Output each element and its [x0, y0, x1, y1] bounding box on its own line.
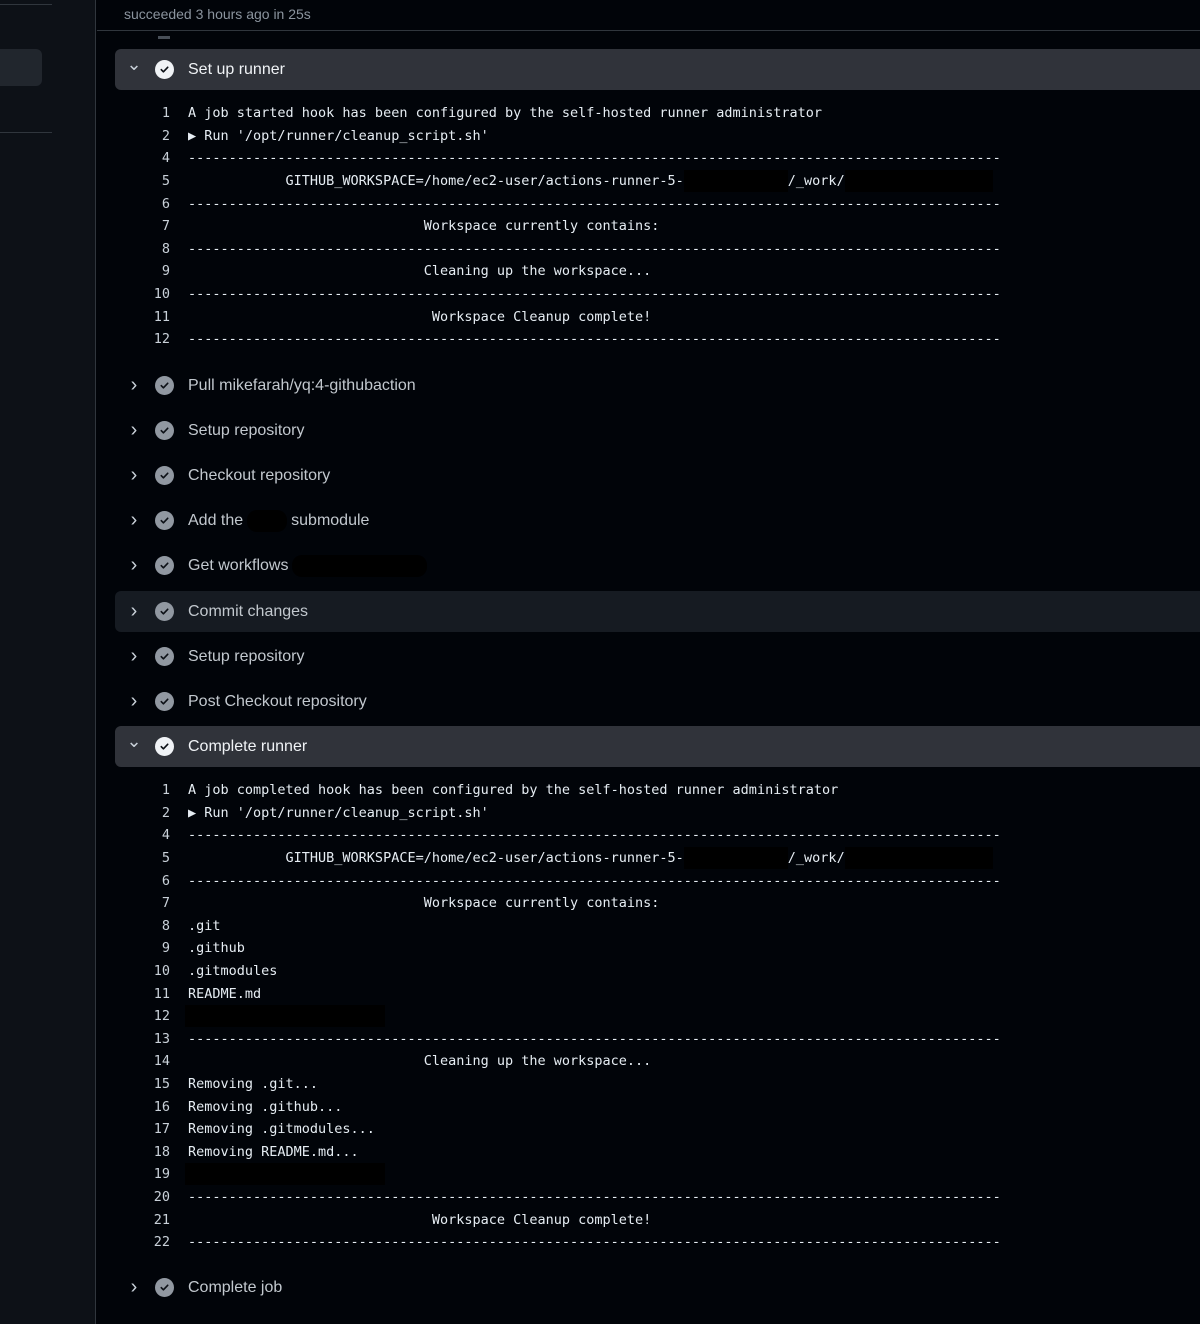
line-number[interactable]: 7: [161, 218, 170, 235]
line-number[interactable]: 6: [161, 195, 170, 212]
step-label: Post Checkout repository: [188, 692, 367, 710]
log-line: [140, 869, 1001, 892]
line-text: ▶ Run '/opt/runner/cleanup_script.sh': [188, 804, 489, 821]
redacted-block: [292, 555, 427, 577]
line-text: Removing .gitmodules...: [188, 1121, 375, 1138]
previous-step-stub: [158, 36, 170, 39]
redacted-block: [185, 1163, 385, 1185]
line-number[interactable]: 11: [153, 985, 170, 1002]
job-status-text: succeeded 3 hours ago in 25s: [124, 6, 311, 22]
step-label: Commit changes: [188, 602, 309, 620]
line-number[interactable]: 16: [153, 1098, 170, 1115]
chevron-right-icon[interactable]: ›: [130, 374, 138, 396]
line-number[interactable]: 7: [161, 895, 170, 912]
check-circle-icon: [155, 647, 174, 666]
check-circle-icon: [155, 511, 174, 530]
line-number[interactable]: 15: [153, 1076, 170, 1093]
log-line: [140, 847, 1001, 870]
job-header: [97, 0, 1200, 31]
chevron-down-icon[interactable]: ⌄: [126, 731, 142, 751]
sidebar: [0, 0, 96, 1324]
line-text: Workspace Cleanup complete!: [188, 1211, 652, 1228]
chevron-right-icon[interactable]: ›: [130, 554, 138, 576]
chevron-right-icon[interactable]: ›: [130, 645, 138, 667]
line-number[interactable]: 10: [153, 286, 170, 303]
chevron-right-icon[interactable]: ›: [130, 464, 138, 486]
log-line: [140, 102, 1001, 125]
chevron-down-icon[interactable]: ⌄: [126, 54, 142, 74]
check-circle-icon: [155, 60, 174, 79]
log-output: [140, 102, 1001, 351]
line-number[interactable]: 17: [153, 1121, 170, 1138]
step-row[interactable]: [115, 410, 1200, 451]
redacted-block: [684, 847, 788, 869]
step-row[interactable]: [115, 545, 1200, 586]
step-row[interactable]: [115, 365, 1200, 406]
check-circle-icon: [155, 556, 174, 575]
line-text: A job started hook has been configured by the self-hosted runner administrator: [188, 105, 822, 122]
step-label-suffix: submodule: [291, 511, 370, 529]
redacted-block: [185, 1005, 385, 1027]
redacted-block: [845, 847, 993, 869]
chevron-right-icon[interactable]: ›: [130, 419, 138, 441]
step-row[interactable]: [115, 1267, 1200, 1308]
log-line: [140, 192, 1001, 215]
step-label: Complete runner: [188, 737, 308, 755]
line-text: ----------------------------------------------------------------------------------------------------: [188, 331, 1001, 348]
line-number[interactable]: 1: [161, 782, 170, 799]
chevron-right-icon[interactable]: ›: [130, 600, 138, 622]
step-row[interactable]: [115, 49, 1200, 90]
line-text: ----------------------------------------------------------------------------------------------------: [188, 1234, 1001, 1251]
log-line: [140, 937, 1001, 960]
log-line: [140, 892, 1001, 915]
line-text: .git: [188, 917, 221, 934]
line-text: Removing .github...: [188, 1098, 343, 1115]
line-text-suffix: /_work/: [787, 173, 845, 190]
line-number[interactable]: 5: [161, 850, 170, 867]
line-text-suffix: /_work/: [787, 850, 845, 867]
redacted-block: [247, 510, 287, 532]
step-label: Checkout repository: [188, 466, 331, 484]
log-line: [140, 1186, 1001, 1209]
step-label: Complete job: [188, 1278, 283, 1296]
log-line: [140, 305, 1001, 328]
line-text: README.md: [188, 985, 262, 1002]
line-number[interactable]: 22: [153, 1234, 170, 1251]
line-text: GITHUB_WORKSPACE=/home/ec2-user/actions-runner-5-: [188, 850, 684, 867]
step-row[interactable]: [115, 455, 1200, 496]
line-text: ----------------------------------------------------------------------------------------------------: [188, 1188, 1001, 1205]
log-line: [140, 215, 1001, 238]
chevron-right-icon[interactable]: ›: [130, 509, 138, 531]
line-text: ▶ Run '/opt/runner/cleanup_script.sh': [188, 127, 489, 144]
chevron-right-icon[interactable]: ›: [130, 1276, 138, 1298]
check-circle-icon: [155, 737, 174, 756]
step-label: Get workflows: [188, 556, 289, 574]
line-number[interactable]: 9: [161, 940, 170, 957]
check-circle-icon: [155, 692, 174, 711]
line-number[interactable]: 2: [161, 804, 170, 821]
log-line: [140, 1208, 1001, 1231]
line-text: ----------------------------------------------------------------------------------------------------: [188, 872, 1001, 889]
line-text: ----------------------------------------------------------------------------------------------------: [188, 195, 1001, 212]
line-number[interactable]: 14: [153, 1053, 170, 1070]
step-row[interactable]: [115, 636, 1200, 677]
log-line: [140, 960, 1001, 983]
line-text: ----------------------------------------------------------------------------------------------------: [188, 1030, 1001, 1047]
step-label: Set up runner: [188, 60, 285, 78]
line-text: Workspace Cleanup complete!: [188, 308, 652, 325]
check-circle-icon: [155, 376, 174, 395]
line-number[interactable]: 20: [153, 1188, 170, 1205]
log-output: [140, 779, 1001, 1253]
divider: [0, 4, 52, 5]
line-number[interactable]: 6: [161, 872, 170, 889]
log-line: [140, 328, 1001, 351]
line-text: ----------------------------------------------------------------------------------------------------: [188, 150, 1001, 167]
log-line: [140, 1141, 1001, 1164]
line-text: Cleaning up the workspace...: [188, 1053, 652, 1070]
line-number[interactable]: 1: [161, 105, 170, 122]
log-line: [140, 283, 1001, 306]
line-number[interactable]: 10: [153, 963, 170, 980]
line-number[interactable]: 4: [161, 827, 170, 844]
line-text: A job completed hook has been configured by the self-hosted runner administrator: [188, 782, 839, 799]
sidebar-selected-item[interactable]: [0, 49, 42, 86]
step-row[interactable]: [115, 500, 1200, 541]
line-number[interactable]: 2: [161, 127, 170, 144]
line-number[interactable]: 12: [153, 331, 170, 348]
log-line: [140, 1028, 1001, 1051]
log-line: [140, 147, 1001, 170]
check-circle-icon: [155, 466, 174, 485]
step-label: Setup repository: [188, 421, 305, 439]
log-line: [140, 238, 1001, 261]
line-number[interactable]: 18: [153, 1143, 170, 1160]
line-number[interactable]: 19: [153, 1166, 170, 1183]
step-label: Setup repository: [188, 647, 305, 665]
log-line: [140, 802, 1001, 825]
log-line: [140, 1118, 1001, 1141]
line-text: ----------------------------------------------------------------------------------------------------: [188, 286, 1001, 303]
line-text: ----------------------------------------------------------------------------------------------------: [188, 827, 1001, 844]
line-text: .github: [188, 940, 245, 957]
log-line: [140, 824, 1001, 847]
line-text: Removing .git...: [188, 1076, 319, 1093]
line-text: ----------------------------------------------------------------------------------------------------: [188, 240, 1001, 257]
line-number[interactable]: 4: [161, 150, 170, 167]
line-number[interactable]: 12: [153, 1008, 170, 1025]
check-circle-icon: [155, 602, 174, 621]
redacted-block: [684, 170, 788, 192]
log-line: [140, 260, 1001, 283]
line-number[interactable]: 5: [161, 173, 170, 190]
log-line: [140, 170, 1001, 193]
line-text: GITHUB_WORKSPACE=/home/ec2-user/actions-runner-5-: [188, 173, 684, 190]
line-number[interactable]: 11: [153, 308, 170, 325]
log-line: [140, 125, 1001, 148]
log-line: [140, 982, 1001, 1005]
divider: [0, 132, 52, 133]
log-line: [140, 1050, 1001, 1073]
line-number[interactable]: 8: [161, 240, 170, 257]
line-text: Workspace currently contains:: [188, 895, 660, 912]
line-number[interactable]: 21: [153, 1211, 170, 1228]
log-line: [140, 1073, 1001, 1096]
log-line: [140, 1005, 1001, 1028]
log-line: [140, 915, 1001, 938]
line-text: Removing README.md...: [188, 1143, 359, 1160]
line-number[interactable]: 8: [161, 917, 170, 934]
line-number[interactable]: 9: [161, 263, 170, 280]
step-row[interactable]: [115, 726, 1200, 767]
line-text: .gitmodules: [188, 963, 278, 980]
step-row[interactable]: [115, 681, 1200, 722]
log-line: [140, 1095, 1001, 1118]
line-number[interactable]: 13: [153, 1030, 170, 1047]
check-circle-icon: [155, 421, 174, 440]
step-label: Add the: [188, 511, 244, 529]
step-label: Pull mikefarah/yq:4-githubaction: [188, 376, 416, 394]
log-line: [140, 779, 1001, 802]
log-line: [140, 1231, 1001, 1254]
step-row[interactable]: [115, 591, 1200, 632]
chevron-right-icon[interactable]: ›: [130, 690, 138, 712]
check-circle-icon: [155, 1278, 174, 1297]
line-text: Cleaning up the workspace...: [188, 263, 652, 280]
log-line: [140, 1163, 1001, 1186]
redacted-block: [845, 170, 993, 192]
line-text: Workspace currently contains:: [188, 218, 660, 235]
